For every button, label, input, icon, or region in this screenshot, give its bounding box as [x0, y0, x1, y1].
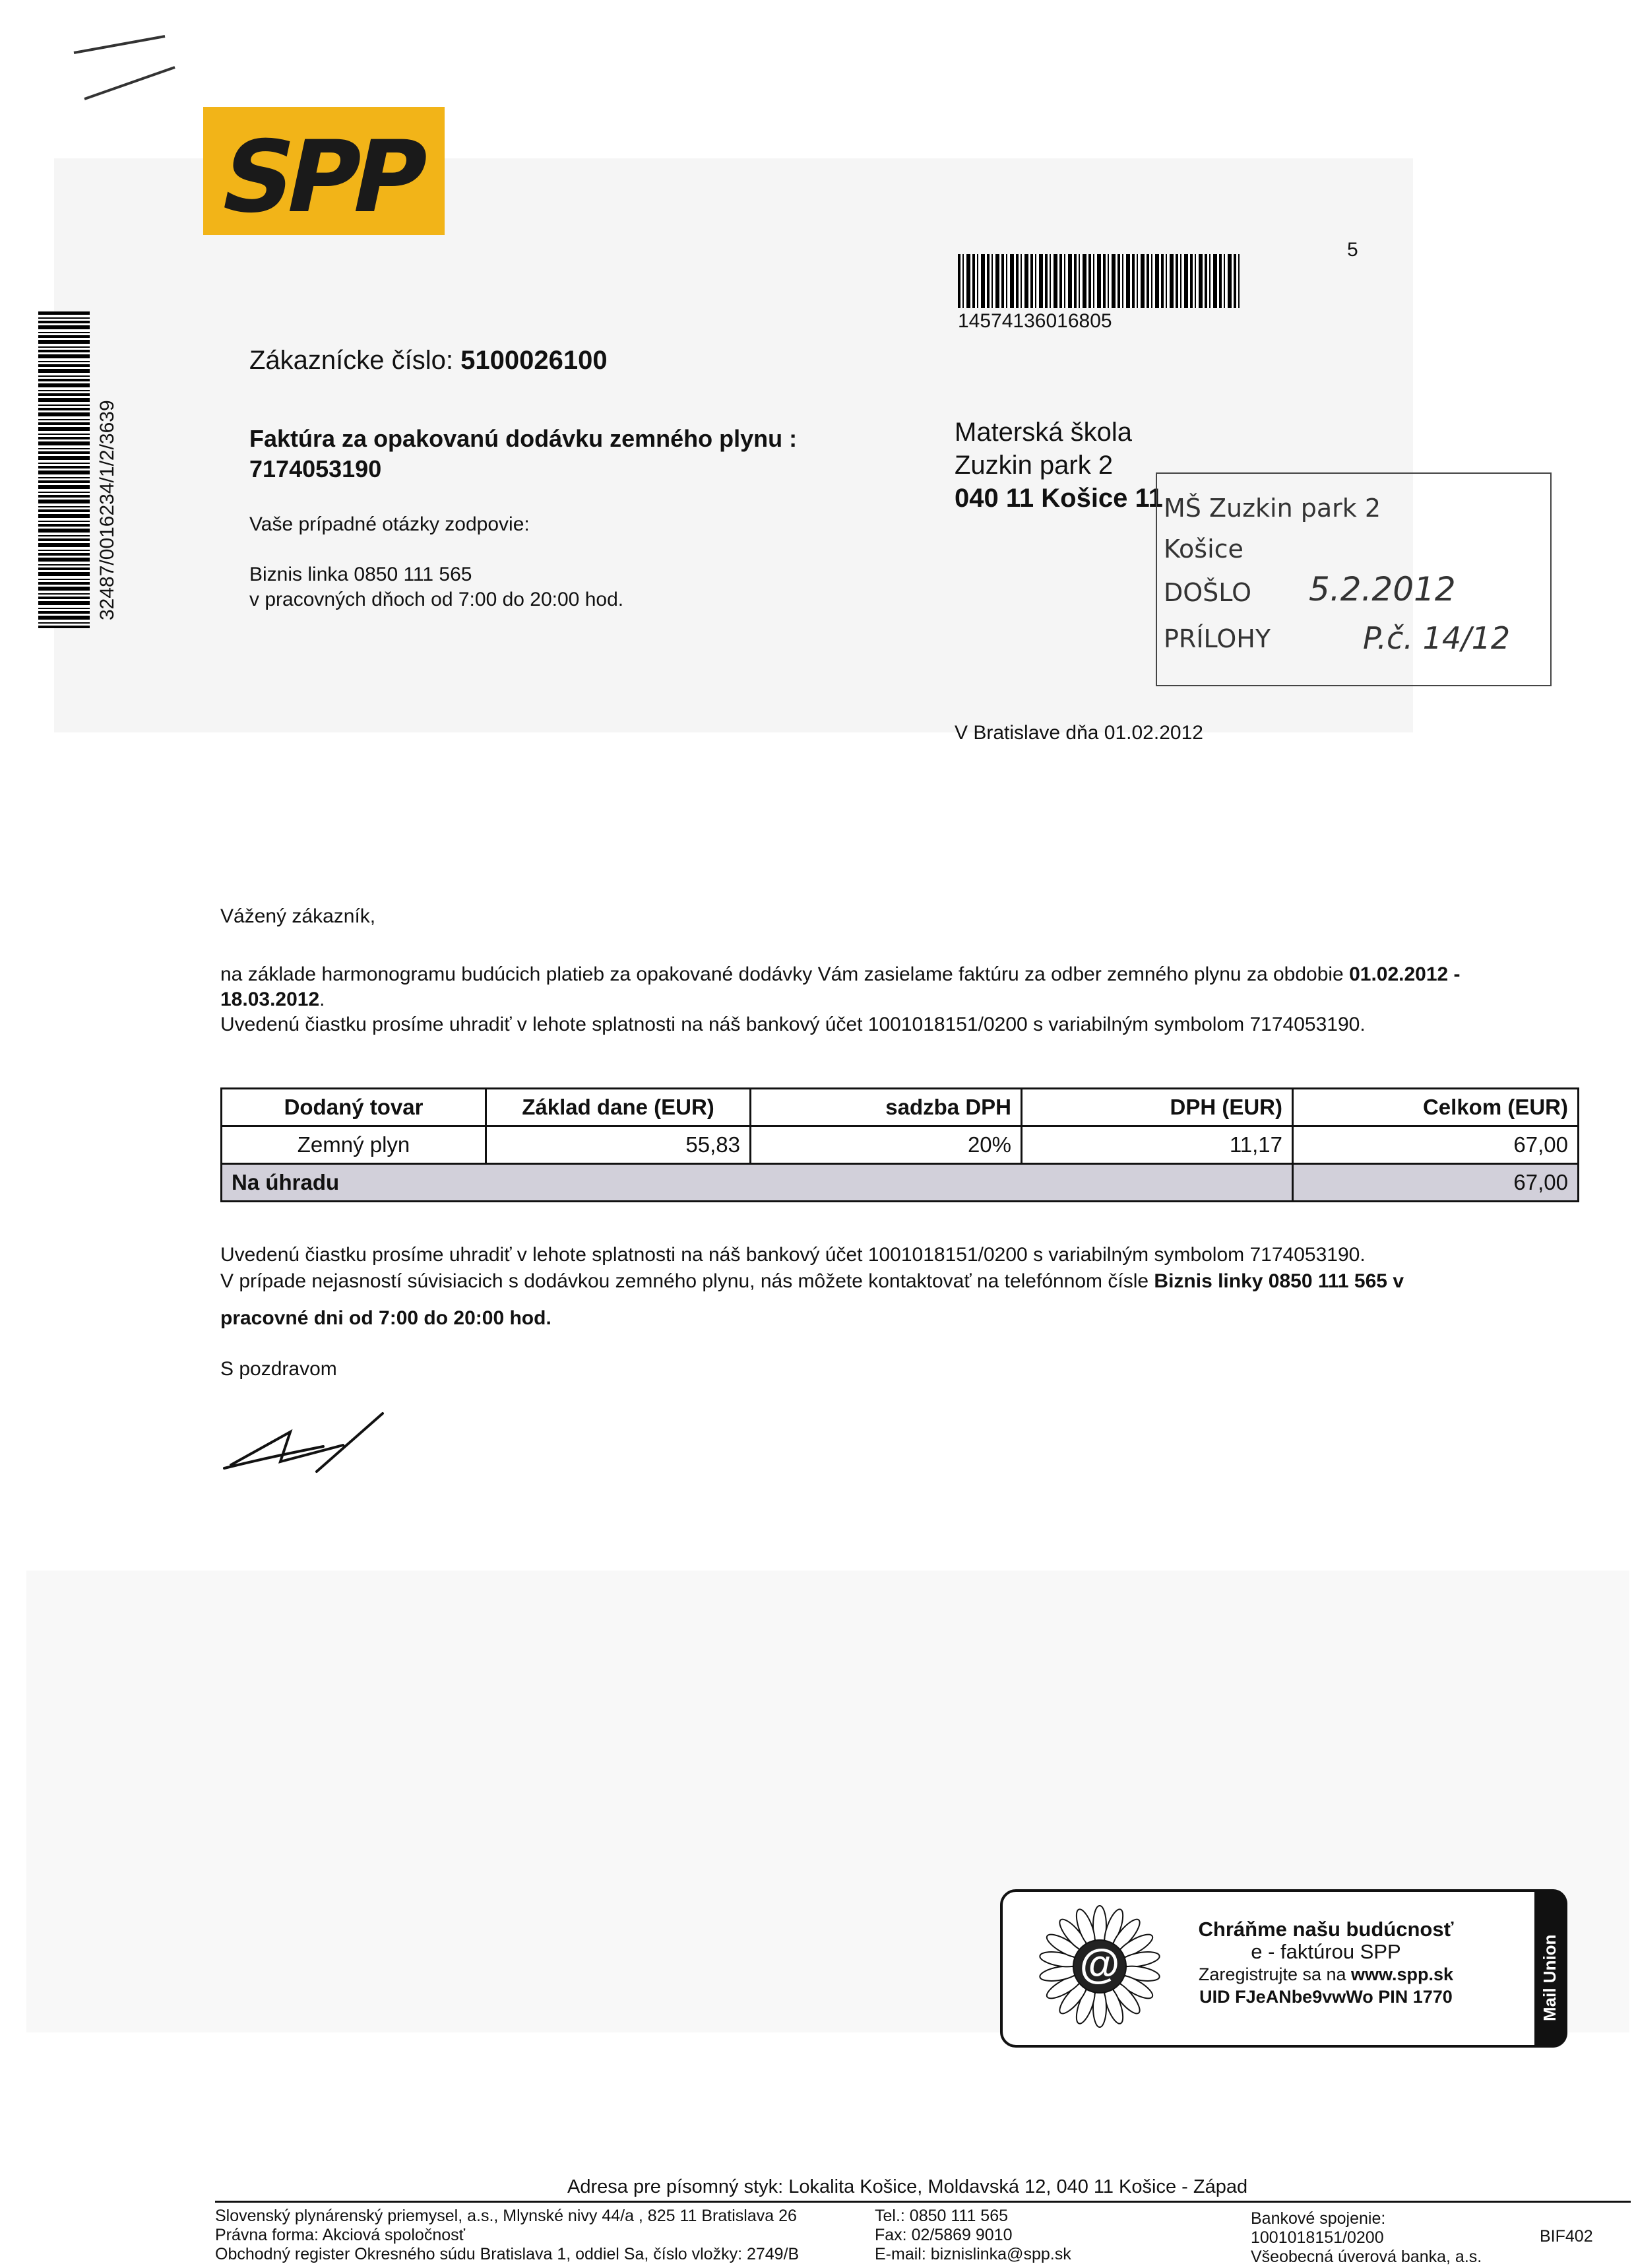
- cell-goods: Zemný plyn: [222, 1126, 486, 1164]
- hotline-line2: v pracovných dňoch od 7:00 do 20:00 hod.: [249, 589, 624, 610]
- recipient-street: Zuzkin park 2: [955, 451, 1114, 480]
- header-vat-rate: sadzba DPH: [751, 1089, 1022, 1126]
- body-p4-hotline: Biznis linky 0850 111 565 v: [1154, 1270, 1404, 1292]
- customer-number: 5100026100: [460, 346, 608, 375]
- header-goods: Dodaný tovar: [222, 1089, 486, 1126]
- customer-number-line: [249, 346, 608, 375]
- invoice-title-line2: 7174053190: [249, 455, 382, 482]
- body-p2: Uvedenú čiastku prosíme uhradiť v lehote splatnosti na náš bankový účet 1001018151/0200 s variabilným symbolom 7174053190.: [220, 1014, 1366, 1035]
- place-date: V Bratislave dňa 01.02.2012: [955, 722, 1203, 744]
- stamp-line4: PRÍLOHY: [1164, 624, 1271, 653]
- e-invoice-reg: Zaregistrujte sa na: [1198, 1964, 1352, 1984]
- header-total: Celkom (EUR): [1293, 1089, 1579, 1126]
- top-barcode: [958, 254, 1240, 308]
- barcode-number: 14574136016805: [958, 310, 1112, 332]
- spp-logo-text: SPP: [210, 120, 432, 235]
- total-label: Na úhradu: [222, 1164, 1293, 1202]
- recipient-name: Materská škola: [955, 418, 1132, 447]
- body-paragraph-2: [220, 1242, 1592, 1332]
- body-paragraph-1: [220, 962, 1579, 1037]
- footer-company-3: Obchodný register Okresného súdu Bratislava 1, oddiel Sa, číslo vložky: 2749/B: [215, 2245, 800, 2263]
- side-barcode: [38, 311, 90, 628]
- e-invoice-banner: [1000, 1889, 1567, 2048]
- footer-company-2: Právna forma: Akciová spoločnosť: [215, 2226, 466, 2244]
- body-p4-workdays: pracovné dni: [220, 1307, 344, 1329]
- invoice-table: [220, 1087, 1579, 1202]
- stamp-line2: Košice: [1164, 535, 1243, 564]
- at-symbol: @: [1079, 1941, 1120, 1987]
- table-row: [222, 1126, 1579, 1164]
- body-p1-date-end: 18.03.2012: [220, 988, 320, 1010]
- body-p4a: V prípade nejasností súvisiacich s dodávkou zemného plynu, nás môžete kontaktovať na telefónnom čísle: [220, 1270, 1154, 1292]
- recipient-city: 040 11 Košice 11: [955, 484, 1163, 513]
- side-code: 32487/0016234/1/2/3639: [96, 400, 118, 620]
- table-header-row: [222, 1089, 1579, 1126]
- invoice-title-line1: Faktúra za opakovanú dodávku zemného plynu :: [249, 425, 798, 452]
- hotline-info: [249, 562, 623, 612]
- spp-logo: [203, 107, 445, 235]
- e-invoice-sub: e - faktúrou SPP: [1251, 1940, 1401, 1963]
- cell-tax-base: 55,83: [486, 1126, 751, 1164]
- hotline-line1: Biznis linka 0850 111 565: [249, 564, 472, 585]
- footer-bank-account: 1001018151/0200: [1251, 2228, 1384, 2247]
- footer-code: BIF402: [1540, 2227, 1593, 2246]
- stamp-date: 5.2.2012: [1309, 570, 1456, 608]
- body-p1-end: .: [319, 988, 325, 1010]
- recipient-address: [955, 416, 1163, 515]
- stamp-pc: P.č. 14/12: [1363, 620, 1511, 656]
- closing: S pozdravom: [220, 1358, 337, 1380]
- customer-number-label: Zákaznícke číslo:: [249, 346, 454, 375]
- cell-total: 67,00: [1293, 1126, 1579, 1164]
- invoice-title: [249, 424, 797, 484]
- footer-rule: [215, 2201, 1631, 2203]
- footer-address: Adresa pre písomný styk: Lokalita Košice, Moldavská 12, 040 11 Košice - Západ: [567, 2176, 1248, 2197]
- total-value: 67,00: [1293, 1164, 1579, 1202]
- footer-bank-label: Bankové spojenie:: [1251, 2209, 1386, 2228]
- footer-email[interactable]: E-mail: biznislinka@spp.sk: [875, 2245, 1071, 2263]
- footer-company-1: Slovenský plynárenský priemysel, a.s., Mlynské nivy 44/a , 825 11 Bratislava 26: [215, 2207, 797, 2225]
- received-stamp: [1156, 472, 1552, 686]
- footer-fax: Fax: 02/5869 9010: [875, 2226, 1013, 2244]
- mail-union-badge: [1534, 1889, 1567, 2048]
- e-invoice-uid: UID FJeANbe9vwWo PIN 1770: [1199, 1987, 1453, 2007]
- page-number: 5: [1347, 239, 1358, 261]
- e-invoice-text: [1161, 1918, 1491, 2008]
- footer-bank-name: Všeobecná úverová banka, a.s.: [1251, 2248, 1482, 2266]
- table-total-row: [222, 1164, 1579, 1202]
- footer-tel: Tel.: 0850 111 565: [875, 2207, 1009, 2225]
- header-vat: DPH (EUR): [1022, 1089, 1293, 1126]
- body-p4-hours: od 7:00 do 20:00 hod.: [343, 1307, 551, 1329]
- greeting: Vážený zákazník,: [220, 905, 376, 927]
- body-p1a: na základe harmonogramu budúcich platieb za opakované dodávky Vám zasielame faktúru za odber zemného plynu za obdobie: [220, 963, 1350, 985]
- pen-marks: [66, 26, 185, 106]
- cell-vat: 11,17: [1022, 1126, 1293, 1164]
- header-tax-base: Základ dane (EUR): [486, 1089, 751, 1126]
- body-p3: Uvedenú čiastku prosíme uhradiť v lehote splatnosti na náš bankový účet 1001018151/0200 s variabilným symbolom 7174053190.: [220, 1244, 1366, 1266]
- body-p1-date-start: 01.02.2012 -: [1349, 963, 1461, 985]
- stamp-line3: DOŠLO: [1164, 578, 1252, 607]
- stamp-line1: MŠ Zuzkin park 2: [1164, 494, 1381, 523]
- cell-vat-rate: 20%: [751, 1126, 1022, 1164]
- mail-union-text: Mail Union: [1540, 1934, 1559, 2021]
- questions-label: Vaše prípadné otázky zodpovie:: [249, 513, 530, 535]
- e-invoice-link[interactable]: www.spp.sk: [1351, 1964, 1454, 1984]
- e-invoice-title: Chráňme našu budúcnosť: [1198, 1918, 1454, 1941]
- signature: [218, 1406, 396, 1478]
